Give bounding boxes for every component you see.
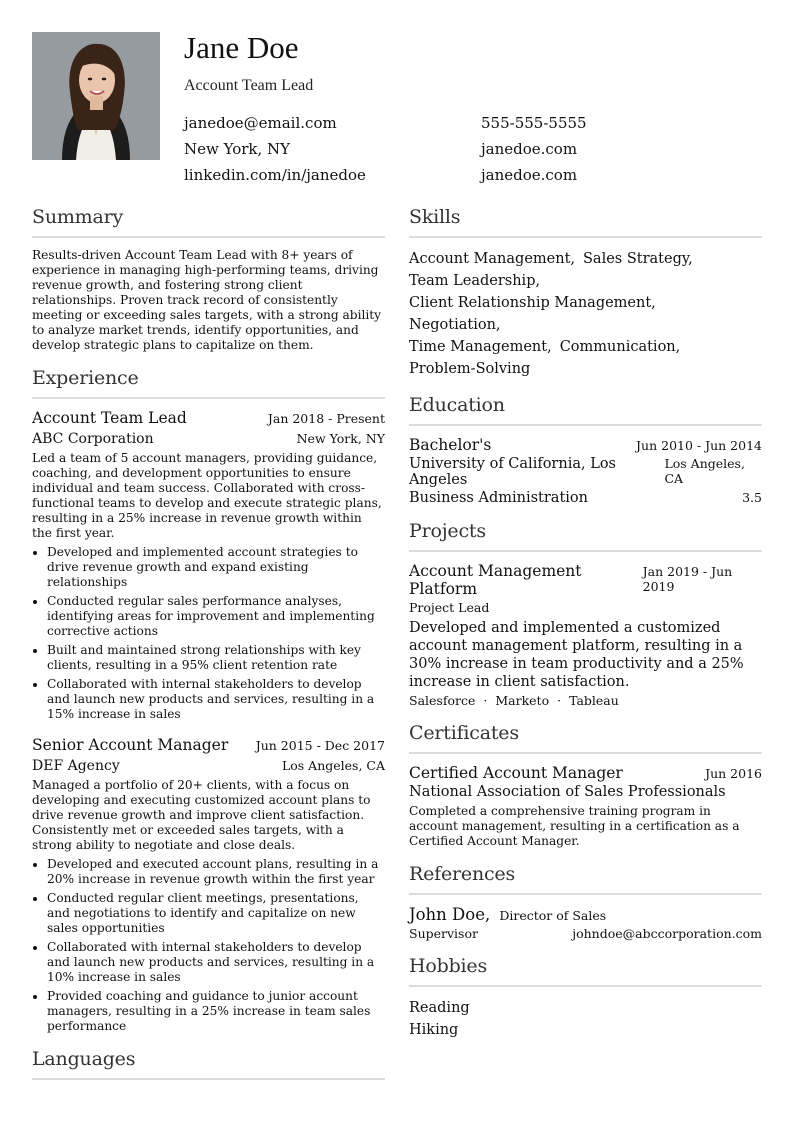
references-section	[409, 863, 762, 941]
certificate-org: National Association of Sales Professionals	[409, 784, 726, 800]
skill-item: Client Relationship Management,	[409, 295, 656, 311]
skill-item: Account Management,	[409, 251, 575, 267]
education-degree: Bachelor's	[409, 436, 492, 454]
summary-text: Results-driven Account Team Lead with 8+ years of experience in managing high-performing teams, driving revenue growth, and fostering strong client relationships. Proven track record of consistently meeting or exceeding sales targets, with a strong ability to analyze market trends, identify opportunities, and develop strategic plans to capitalize on them.	[32, 248, 382, 352]
reference-relation: Supervisor	[409, 926, 478, 941]
certificate-description: Completed a comprehensive training program in account management, resulting in a certification as a Certified Account Manager.	[409, 804, 740, 848]
skill-item: Sales Strategy,	[583, 251, 693, 267]
project-description: Developed and implemented a customized account management platform, resulting in a 30% increase in team productivity and a 25% increase in client satisfaction.	[409, 620, 744, 690]
job-bullets	[32, 857, 385, 1034]
project-date: Jan 2019 - Jun 2019	[642, 564, 733, 594]
education-school: University of California, Los Angeles	[409, 456, 616, 488]
hobbies-heading: Hobbies	[409, 955, 762, 987]
job-date: Jan 2018 - Present	[267, 411, 385, 426]
certificates-section	[409, 722, 762, 849]
tech-separator: ·	[483, 693, 488, 708]
skills-section	[409, 206, 762, 380]
job-description: Managed a portfolio of 20+ clients, with a focus on developing and executing customized account plans to drive revenue growth and improve client satisfaction. Consistently met or exceeded sales targets, with a strong ability to negotiate and close deals.	[32, 778, 371, 852]
candidate-name: Jane Doe	[184, 30, 299, 65]
job-location: New York, NY	[296, 431, 385, 446]
education-field: Business Administration	[409, 490, 588, 506]
education-section	[409, 394, 762, 506]
certificates-heading: Certificates	[409, 722, 762, 754]
certificate-name: Certified Account Manager	[409, 764, 623, 782]
languages-section	[32, 1048, 385, 1080]
languages-heading: Languages	[32, 1048, 385, 1080]
references-heading: References	[409, 863, 762, 895]
education-heading: Education	[409, 394, 762, 426]
tech-item: Marketo	[495, 693, 550, 708]
job-description: Led a team of 5 account managers, providing guidance, coaching, and development opportunities to ensure individual and team success. Collaborated with cross-functional teams to develop and execute strategic plans, resulting in a 25% increase in revenue growth within the first year.	[32, 451, 382, 540]
projects-section	[409, 520, 762, 708]
contact-linkedin[interactable]: linkedin.com/in/janedoe	[184, 166, 366, 184]
projects-heading: Projects	[409, 520, 762, 552]
job-bullet: • Collaborated with internal stakeholders to develop and launch new products and services, resulting in a 15% increase in sales	[47, 677, 385, 722]
reference-role: Director of Sales	[499, 908, 607, 923]
job-entry	[32, 736, 385, 1034]
job-bullet: • Collaborated with internal stakeholders to develop and launch new products and services, resulting in a 10% increase in sales	[47, 940, 385, 985]
job-date: Jun 2015 - Dec 2017	[255, 738, 385, 753]
skill-item: Problem-Solving	[409, 361, 531, 377]
job-company: ABC Corporation	[32, 431, 154, 447]
certificate-date: Jun 2016	[705, 766, 762, 781]
project-tech	[409, 693, 762, 708]
skill-item: Time Management,	[409, 339, 552, 355]
job-location: Los Angeles, CA	[281, 758, 385, 773]
job-bullet: • Built and maintained strong relationships with key clients, resulting in a 95% client retention rate	[47, 643, 385, 673]
job-entry	[32, 409, 385, 722]
job-bullet: • Conducted regular sales performance analyses, identifying areas for improvement and implementing corrective actions	[47, 594, 385, 639]
experience-section	[32, 367, 385, 1034]
job-bullet: • Developed and executed account plans, resulting in a 20% increase in revenue growth within the first year	[47, 857, 385, 887]
tech-separator: ·	[557, 693, 562, 708]
hobby-item: Hiking	[409, 1022, 459, 1038]
summary-heading: Summary	[32, 206, 385, 238]
contact-phone[interactable]: 555-555-5555	[481, 114, 587, 132]
project-role: Project Lead	[409, 600, 490, 615]
skills-list	[409, 248, 762, 380]
job-title: Senior Account Manager	[32, 736, 229, 754]
contact-website-secondary[interactable]: janedoe.com	[481, 166, 578, 184]
contact-location: New York, NY	[184, 140, 291, 158]
project-name: Account Management Platform	[409, 562, 582, 598]
left-column	[32, 206, 385, 1094]
skill-item: Team Leadership,	[409, 273, 541, 289]
experience-heading: Experience	[32, 367, 385, 399]
skills-heading: Skills	[409, 206, 762, 238]
profile-photo	[32, 32, 160, 160]
job-bullet: • Conducted regular client meetings, presentations, and negotiations to identify and capitalize on new sales opportunities	[47, 891, 385, 936]
summary-section	[32, 206, 385, 353]
hobby-item: Reading	[409, 1000, 470, 1016]
job-bullet: • Provided coaching and guidance to junior account managers, resulting in a 25% increase in team sales performance	[47, 989, 385, 1034]
contact-email[interactable]: janedoe@email.com	[184, 114, 337, 132]
tech-item: Tableau	[569, 693, 619, 708]
tech-item: Salesforce	[409, 693, 476, 708]
job-bullet: • Developed and implemented account strategies to drive revenue growth and expand existing relationships	[47, 545, 385, 590]
contact-website[interactable]: janedoe.com	[481, 140, 578, 158]
education-location: Los Angeles, CA	[664, 456, 745, 486]
education-date: Jun 2010 - Jun 2014	[636, 438, 762, 453]
education-gpa: 3.5	[742, 490, 762, 505]
hobbies-section	[409, 955, 762, 1041]
right-column	[409, 206, 762, 1055]
job-title: Account Team Lead	[32, 409, 187, 427]
job-company: DEF Agency	[32, 758, 120, 774]
reference-name: John Doe,	[409, 905, 491, 924]
job-bullets	[32, 545, 385, 722]
skill-item: Communication,	[559, 339, 681, 355]
reference-email[interactable]: johndoe@abccorporation.com	[572, 926, 762, 941]
candidate-title: Account Team Lead	[184, 77, 314, 94]
skill-item: Negotiation,	[409, 317, 501, 333]
